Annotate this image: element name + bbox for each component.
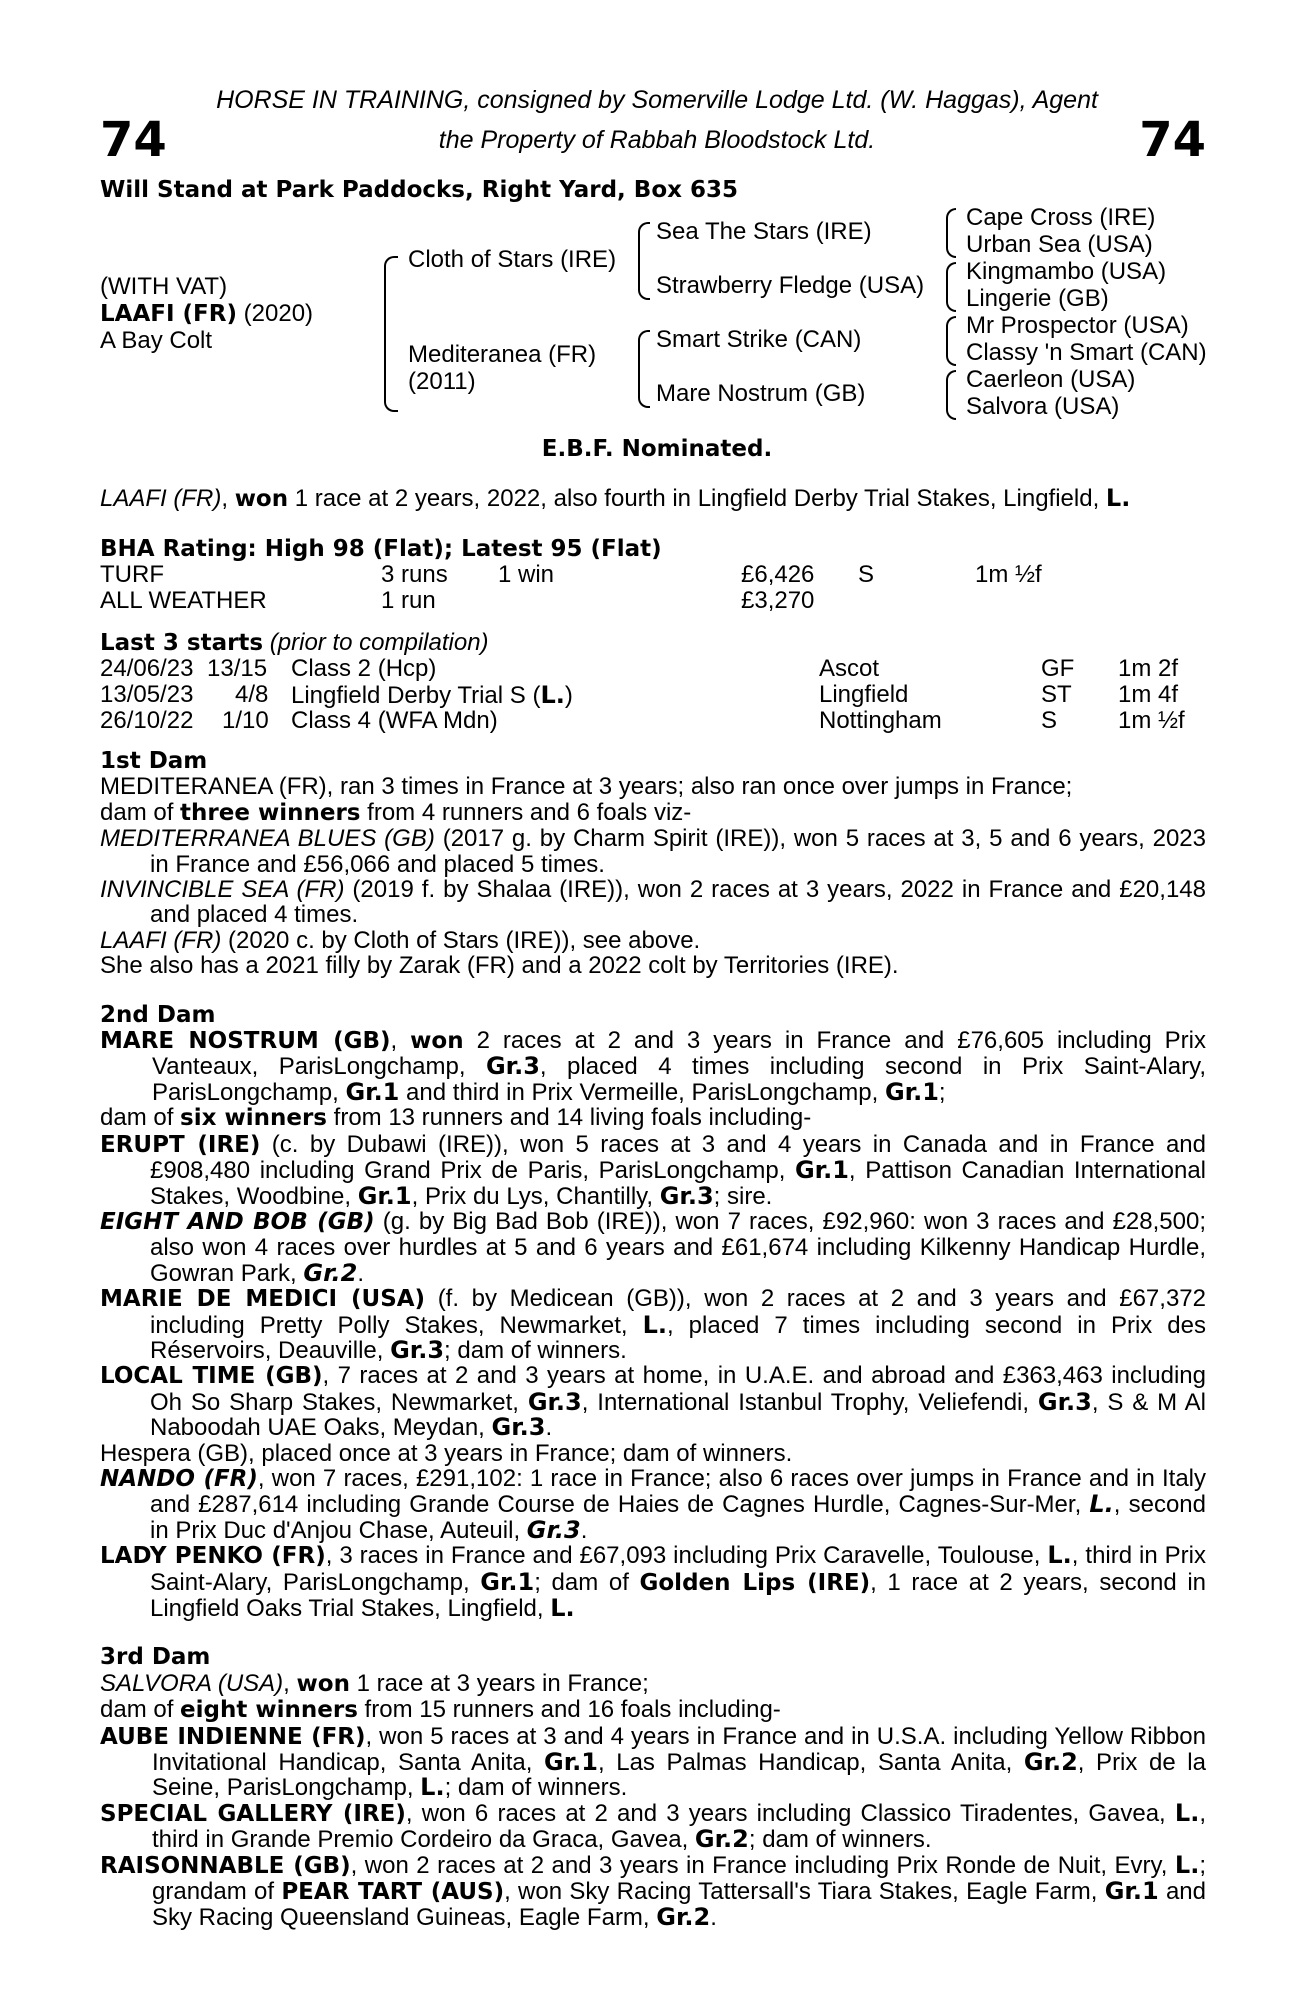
record-prize: £6,426 bbox=[741, 561, 815, 588]
progeny-entry: RAISONNABLE (GB), won 2 races at 2 and 3 years in France including Prix Ronde de Nuit, Evry, L.; grandam of PEAR TART (AUS), won Sky Racing Tattersall's Tiara Stakes, Eagle Farm, Gr.1 and Sky Racing Queensland Guineas, Eagle Farm, Gr.2. bbox=[100, 1850, 1207, 1932]
record-surface: ALL WEATHER bbox=[100, 587, 267, 614]
ancestor-8: Salvora (USA) bbox=[966, 393, 1120, 420]
second-dam-heading: 2nd Dam bbox=[100, 1001, 216, 1028]
start-date: 24/06/23 bbox=[100, 655, 194, 682]
record-distance: 1m ½f bbox=[975, 561, 1042, 588]
start-race: Lingfield Derby Trial S (L.) bbox=[291, 681, 573, 709]
start-distance: 1m ½f bbox=[1118, 707, 1185, 734]
consignor-line: HORSE IN TRAINING, consigned by Somerville Lodge Ltd. (W. Haggas), Agent bbox=[216, 86, 1098, 114]
third-dam-heading: 3rd Dam bbox=[100, 1644, 211, 1671]
start-course: Nottingham bbox=[819, 707, 942, 734]
ebf-nominated: E.B.F. Nominated. bbox=[541, 436, 773, 462]
record-prize: £3,270 bbox=[741, 587, 815, 614]
ancestor-1: Cape Cross (IRE) bbox=[966, 204, 1156, 231]
record-going: S bbox=[858, 561, 875, 588]
grandsire-sire: Sea The Stars (IRE) bbox=[656, 218, 872, 245]
first-dam-line: MEDITERANEA (FR), ran 3 times in France at 3 years; also ran once over jumps in France; bbox=[100, 773, 1073, 801]
progeny-entry: NANDO (FR), won 7 races, £291,102: 1 race in France; also 6 races over jumps in France and in Italy and £287,614 including Grande Course de Haies de Cagnes Hurdle, Cagnes-Sur-Mer, L., second in Prix Duc d'Anjou Chase, Auteuil, Gr.3. bbox=[100, 1464, 1206, 1544]
pedigree-brace-g4-2 bbox=[946, 262, 956, 312]
pedigree-brace-g4-1 bbox=[946, 208, 956, 258]
summary-won: won bbox=[234, 486, 289, 512]
progeny-entry: MEDITERRANEA BLUES (GB) (2017 g. by Charm Spirit (IRE)), won 5 races at 3, 5 and 6 years, 2023 in France and £56,066 and placed 5 times. bbox=[100, 825, 1207, 878]
ancestor-4: Lingerie (GB) bbox=[966, 285, 1109, 312]
horse-title bbox=[100, 300, 313, 328]
grandsire-dam: Smart Strike (CAN) bbox=[656, 326, 862, 353]
ancestor-2: Urban Sea (USA) bbox=[966, 231, 1153, 258]
start-course: Ascot bbox=[819, 655, 880, 682]
start-race: Class 4 (WFA Mdn) bbox=[291, 707, 498, 734]
start-going: ST bbox=[1041, 681, 1072, 708]
start-distance: 1m 2f bbox=[1118, 655, 1179, 682]
start-position: 1/10 bbox=[222, 707, 269, 734]
start-distance: 1m 4f bbox=[1118, 681, 1179, 708]
second-dam-main: MARE NOSTRUM (GB), won 2 races at 2 and 3 years in France and £76,605 including Prix Vanteaux, ParisLongchamp, Gr.3, placed 4 times including second in Prix Saint-Alary, ParisLongchamp, Gr.1 and third in Prix Vermeille, ParisLongchamp, Gr.1; bbox=[100, 1027, 1207, 1106]
progeny-entry: AUBE INDIENNE (FR), won 5 races at 3 and 4 years in France and in U.S.A. including Yellow Ribbon Invitational Handicap, Santa Anita, Gr.1, Las Palmas Handicap, Santa Anita, Gr.2, Prix de la Seine, ParisLongchamp, L.; dam of winners. bbox=[100, 1722, 1206, 1802]
last-starts-heading bbox=[100, 629, 489, 657]
property-line: the Property of Rabbah Bloodstock Ltd. bbox=[438, 126, 876, 154]
ancestor-5: Mr Prospector (USA) bbox=[966, 312, 1189, 339]
second-dam-summary: dam of six winners from 13 runners and 14 living foals including- bbox=[100, 1104, 812, 1132]
pedigree-brace-g4-4 bbox=[946, 370, 956, 420]
start-going: GF bbox=[1041, 655, 1075, 682]
ancestor-6: Classy 'n Smart (CAN) bbox=[966, 339, 1207, 366]
progeny-entry: INVINCIBLE SEA (FR) (2019 f. by Shalaa (IRE)), won 2 races at 3 years, 2022 in France and £20,148 and placed 4 times. bbox=[100, 876, 1206, 929]
progeny-entry: LAAFI (FR) (2020 c. by Cloth of Stars (IRE)), see above. bbox=[100, 926, 701, 954]
progeny-entry: EIGHT AND BOB (GB) (g. by Big Bad Bob (IRE)), won 7 races, £92,960: won 3 races and £28,500; also won 4 races over hurdles at 5 and 6 years and £61,674 including Kilkenny Handicap Hurdle, Gowran Park, Gr.2. bbox=[100, 1207, 1207, 1287]
record-wins: 1 win bbox=[498, 561, 555, 588]
vat-label: (WITH VAT) bbox=[100, 273, 228, 300]
record-surface: TURF bbox=[100, 561, 164, 588]
summary-horse-name: LAAFI (FR) bbox=[100, 485, 222, 512]
pedigree-brace-sire bbox=[638, 222, 650, 300]
dam-year: (2011) bbox=[408, 368, 476, 395]
third-dam-summary: dam of eight winners from 15 runners and 16 foals including- bbox=[100, 1696, 781, 1724]
first-dam-summary: dam of three winners from 4 runners and 6 foals viz- bbox=[100, 798, 692, 826]
sire-name: Cloth of Stars (IRE) bbox=[408, 246, 617, 273]
start-date: 13/05/23 bbox=[100, 681, 194, 708]
first-dam-note: She also has a 2021 filly by Zarak (FR) and a 2022 colt by Territories (IRE). bbox=[100, 952, 899, 980]
last-starts-note: (prior to compilation) bbox=[269, 629, 489, 656]
start-race: Class 2 (Hcp) bbox=[291, 655, 437, 682]
record-runs: 1 run bbox=[381, 587, 436, 614]
start-date: 26/10/22 bbox=[100, 707, 194, 734]
progeny-entry: ERUPT (IRE) (c. by Dubawi (IRE)), won 5 races at 3 and 4 years in Canada and in France and £908,480 including Grand Prix de Paris, ParisLongchamp, Gr.1, Pattison Canadian International Stakes, Woodbine, Gr.1, Prix du Lys, Chantilly, Gr.3; sire. bbox=[100, 1130, 1207, 1210]
dam-name: Mediteranea (FR) bbox=[408, 341, 597, 368]
pedigree-brace-main bbox=[384, 256, 398, 412]
pedigree-brace-g4-3 bbox=[946, 316, 956, 366]
third-dam-main: SALVORA (USA), won 1 race at 3 years in France; bbox=[100, 1669, 649, 1697]
granddam-dam: Mare Nostrum (GB) bbox=[656, 380, 866, 407]
record-runs: 3 runs bbox=[381, 561, 448, 588]
pedigree-brace-dam bbox=[638, 330, 650, 408]
stand-location: Will Stand at Park Paddocks, Right Yard, Box 635 bbox=[100, 177, 738, 203]
start-position: 4/8 bbox=[235, 681, 269, 708]
lot-number-left: 74 bbox=[100, 112, 167, 168]
lot-number-right: 74 bbox=[1139, 112, 1206, 168]
first-dam-heading: 1st Dam bbox=[100, 748, 208, 774]
bha-rating: BHA Rating: High 98 (Flat); Latest 95 (Flat) bbox=[100, 536, 662, 562]
start-going: S bbox=[1041, 707, 1058, 734]
ancestor-3: Kingmambo (USA) bbox=[966, 258, 1167, 285]
hespera-entry: Hespera (GB), placed once at 3 years in France; dam of winners. bbox=[100, 1439, 793, 1467]
progeny-entry: MARIE DE MEDICI (USA) (f. by Medicean (GB)), won 2 races at 2 and 3 years and £67,372 including Pretty Polly Stakes, Newmarket, L., placed 7 times including second in Prix des Réservoirs, Deauville, Gr.3; dam of winners. bbox=[100, 1285, 1206, 1364]
last-starts-title: Last 3 starts bbox=[100, 630, 264, 656]
horse-year: (2020) bbox=[243, 300, 314, 327]
summary-grade: L. bbox=[1105, 484, 1131, 512]
horse-summary: LAAFI (FR), won 1 race at 2 years, 2022, also fourth in Lingfield Derby Trial Stakes, Lingfield, L. bbox=[100, 484, 1131, 512]
ancestor-7: Caerleon (USA) bbox=[966, 366, 1136, 393]
summary-text: 1 race at 2 years, 2022, also fourth in Lingfield Derby Trial Stakes, Lingfield, bbox=[288, 485, 1106, 512]
family-section bbox=[100, 749, 1206, 1931]
granddam-sire: Strawberry Fledge (USA) bbox=[656, 272, 925, 299]
horse-name: LAAFI (FR) bbox=[100, 301, 237, 327]
horse-description: A Bay Colt bbox=[100, 327, 213, 354]
progeny-entry: SPECIAL GALLERY (IRE), won 6 races at 2 and 3 years including Classico Tiradentes, Gavea, L., third in Grande Premio Cordeiro da Graca, Gavea, Gr.2; dam of winners. bbox=[100, 1798, 1206, 1854]
progeny-entry: LADY PENKO (FR), 3 races in France and £67,093 including Prix Caravelle, Toulouse, L., third in Prix Saint-Alary, ParisLongchamp, Gr.1; dam of Golden Lips (IRE), 1 race at 2 years, second in Lingfield Oaks Trial Stakes, Lingfield, L. bbox=[100, 1541, 1207, 1622]
start-position: 13/15 bbox=[207, 655, 268, 682]
start-course: Lingfield bbox=[819, 681, 909, 708]
progeny-entry: LOCAL TIME (GB), 7 races at 2 and 3 years at home, in U.A.E. and abroad and £363,463 including Oh So Sharp Stakes, Newmarket, Gr.3, International Istanbul Trophy, Veliefendi, Gr.3, S & M Al Naboodah UAE Oaks, Meydan, Gr.3. bbox=[100, 1362, 1206, 1442]
